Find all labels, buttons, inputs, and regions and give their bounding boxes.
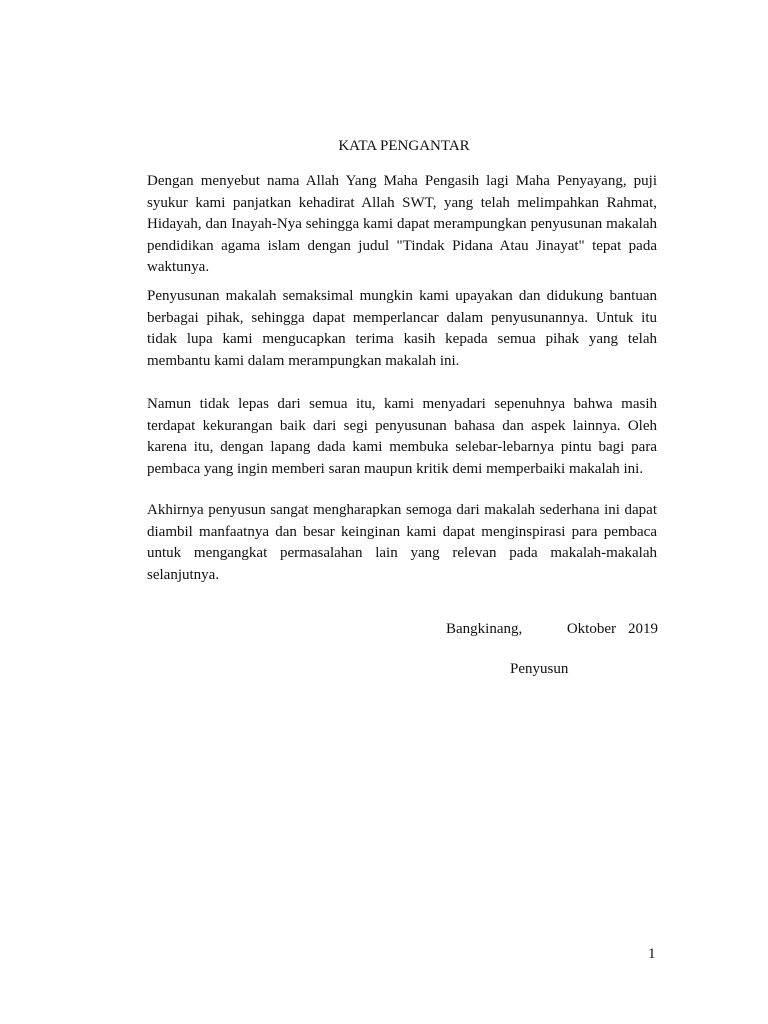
closing-month: Oktober [566,621,616,637]
paragraph-4: Akhirnya penyusun sangat mengharapkan semoga dari makalah sederhana ini dapat diambil manfaatnya dan besar keinginan kami dapat menginspirasi para pembaca untuk mengangkat permasalahan lain yang relevan pada makalah-makalah selanjutnya. [147,502,657,583]
signer-label: Penyusun [510,661,569,677]
paragraph-1: Dengan menyebut nama Allah Yang Maha Pengasih lagi Maha Penyayang, puji syukur kami panjatkan kehadirat Allah SWT, yang telah melimpahkan Rahmat, Hidayah, dan Inayah-Nya sehingga kami dapat merampungkan penyusunan makalah pendidikan agama islam dengan judul "Tindak Pidana Atau Jinayat" tepat pada waktunya. [147,173,657,275]
paragraph-3: Namun tidak lepas dari semua itu, kami menyadari sepenuhnya bahwa masih terdapat kekurangan baik dari segi penyusunan bahasa dan aspek lainnya. Oleh karena itu, dengan lapang dada kami membuka selebar-lebarnya pintu bagi para pembaca yang ingin memberi saran maupun kritik demi memperbaiki makalah ini. [147,396,657,477]
closing-year: 2019 [628,621,658,637]
closing-date-line [446,620,658,638]
page-number: 1 [648,946,656,962]
closing-date [567,620,658,638]
closing-place: Bangkinang, [446,621,523,637]
page-title: KATA PENGANTAR [338,138,470,154]
paragraph-2: Penyusunan makalah semaksimal mungkin kami upayakan dan didukung bantuan berbagai pihak, sehingga dapat memperlancar dalam penyusunannya. Untuk itu tidak lupa kami mengucapkan terima kasih kepada semua pihak yang telah membantu kami dalam merampungkan makalah ini. [147,288,657,369]
